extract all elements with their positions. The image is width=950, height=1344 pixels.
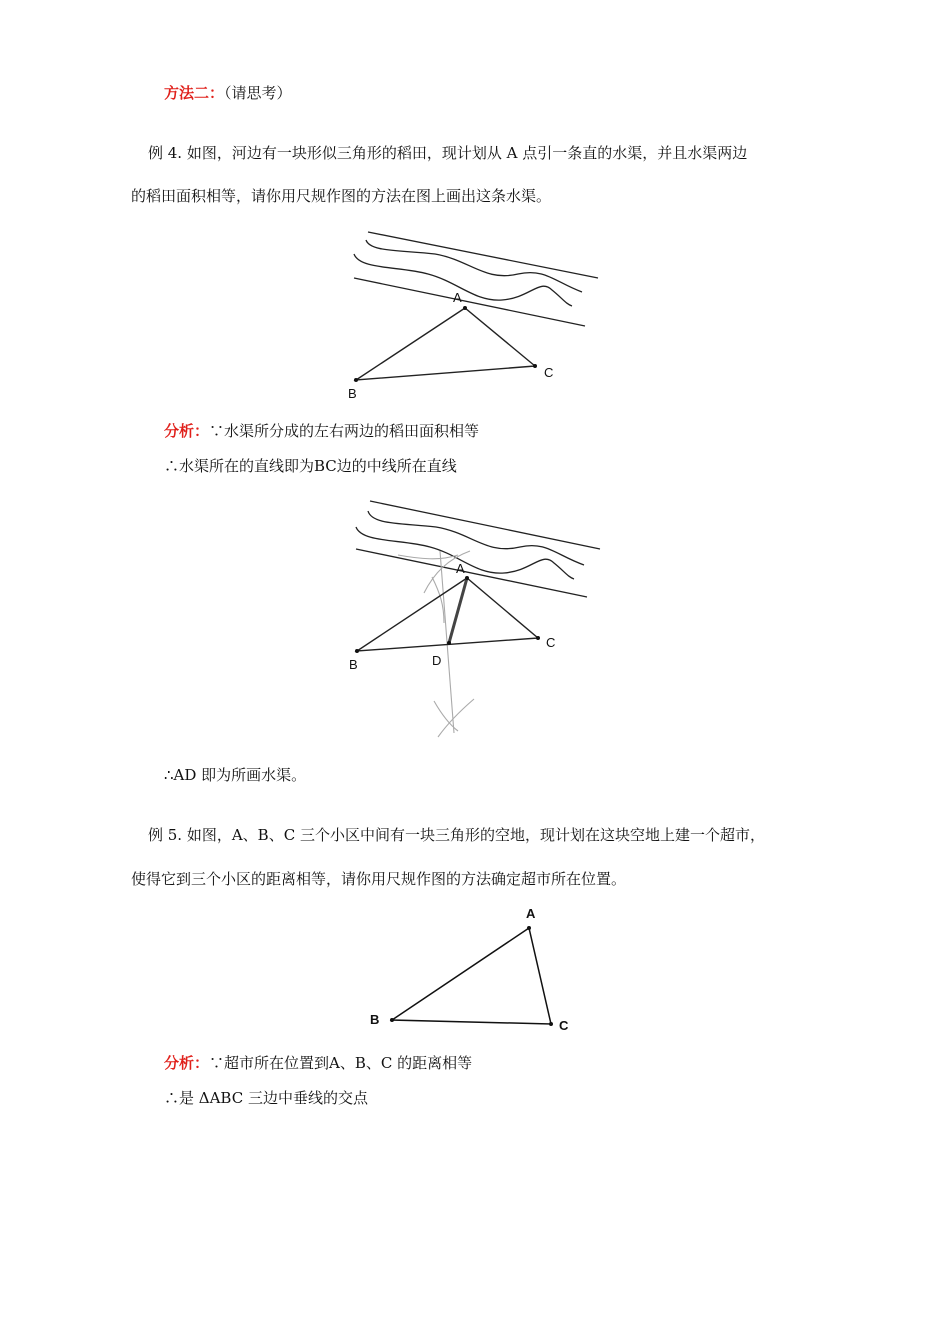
example-4-analysis [164,421,479,441]
label-a: A [453,290,462,305]
triangle-abc [356,308,535,380]
point-a [465,576,469,580]
point-a [463,306,467,310]
method-2-label: 方法二： [164,84,225,102]
perpendicular-bisector [440,551,454,733]
point-c [536,636,540,640]
point-b [390,1018,394,1022]
river-wave-1 [368,511,584,565]
label-a: A [526,906,536,921]
label-c: C [546,635,556,650]
method-2-text: （请思考） [224,84,292,102]
point-c [533,364,537,368]
example-4-line-1: 例 4. 如图，河边有一块形似三角形的稻田，现计划从 A 点引一条直的水渠，并且水渠两边 [148,144,748,162]
riverbank-line-bottom [356,549,587,597]
point-b [355,649,359,653]
example-5-analysis-label: 分析： [164,1054,210,1072]
triangle-abc [392,928,551,1024]
example-5-analysis [164,1053,472,1073]
method-2-line [164,83,292,103]
example-4-conclusion: ∴水渠所在的直线即为BC边的中线所在直线 [164,457,457,475]
construction-arc-top-left [398,555,458,559]
example-4-answer: ∴AD 即为所画水渠。 [164,766,307,784]
point-c [549,1022,553,1026]
example-4-figure-1 [340,222,610,407]
label-c: C [559,1018,569,1033]
example-4-line-2: 的稻田面积相等，请你用尺规作图的方法在图上画出这条水渠。 [131,187,552,205]
river-wave-2 [354,254,572,306]
triangle-abc [357,578,538,651]
label-b: B [370,1012,380,1027]
river-wave-1 [366,240,582,292]
example-5-conclusion: ∴是 ΔABC 三边中垂线的交点 [164,1089,368,1107]
point-b [354,378,358,382]
label-d: D [432,653,442,668]
label-c: C [544,365,554,380]
example-5-analysis-text: ∵超市所在位置到A、B、C 的距离相等 [209,1054,473,1072]
riverbank-line-bottom [354,278,585,326]
example-4-analysis-text: ∵水渠所分成的左右两边的稻田面积相等 [209,422,480,440]
point-d [447,641,451,645]
label-b: B [349,657,358,672]
point-a [527,926,531,930]
example-5-figure [360,900,590,1040]
example-5-line-1: 例 5. 如图，A、B、C 三个小区中间有一块三角形的空地，现计划在这块空地上建一个超市， [148,826,765,844]
construction-arc-bottom-right [438,699,474,737]
example-5-line-2: 使得它到三个小区的距离相等，请你用尺规作图的方法确定超市所在位置。 [131,870,627,888]
example-4-figure-2 [340,493,610,748]
example-4-analysis-label: 分析： [164,422,210,440]
label-a: A [456,561,465,576]
label-b: B [348,386,357,401]
